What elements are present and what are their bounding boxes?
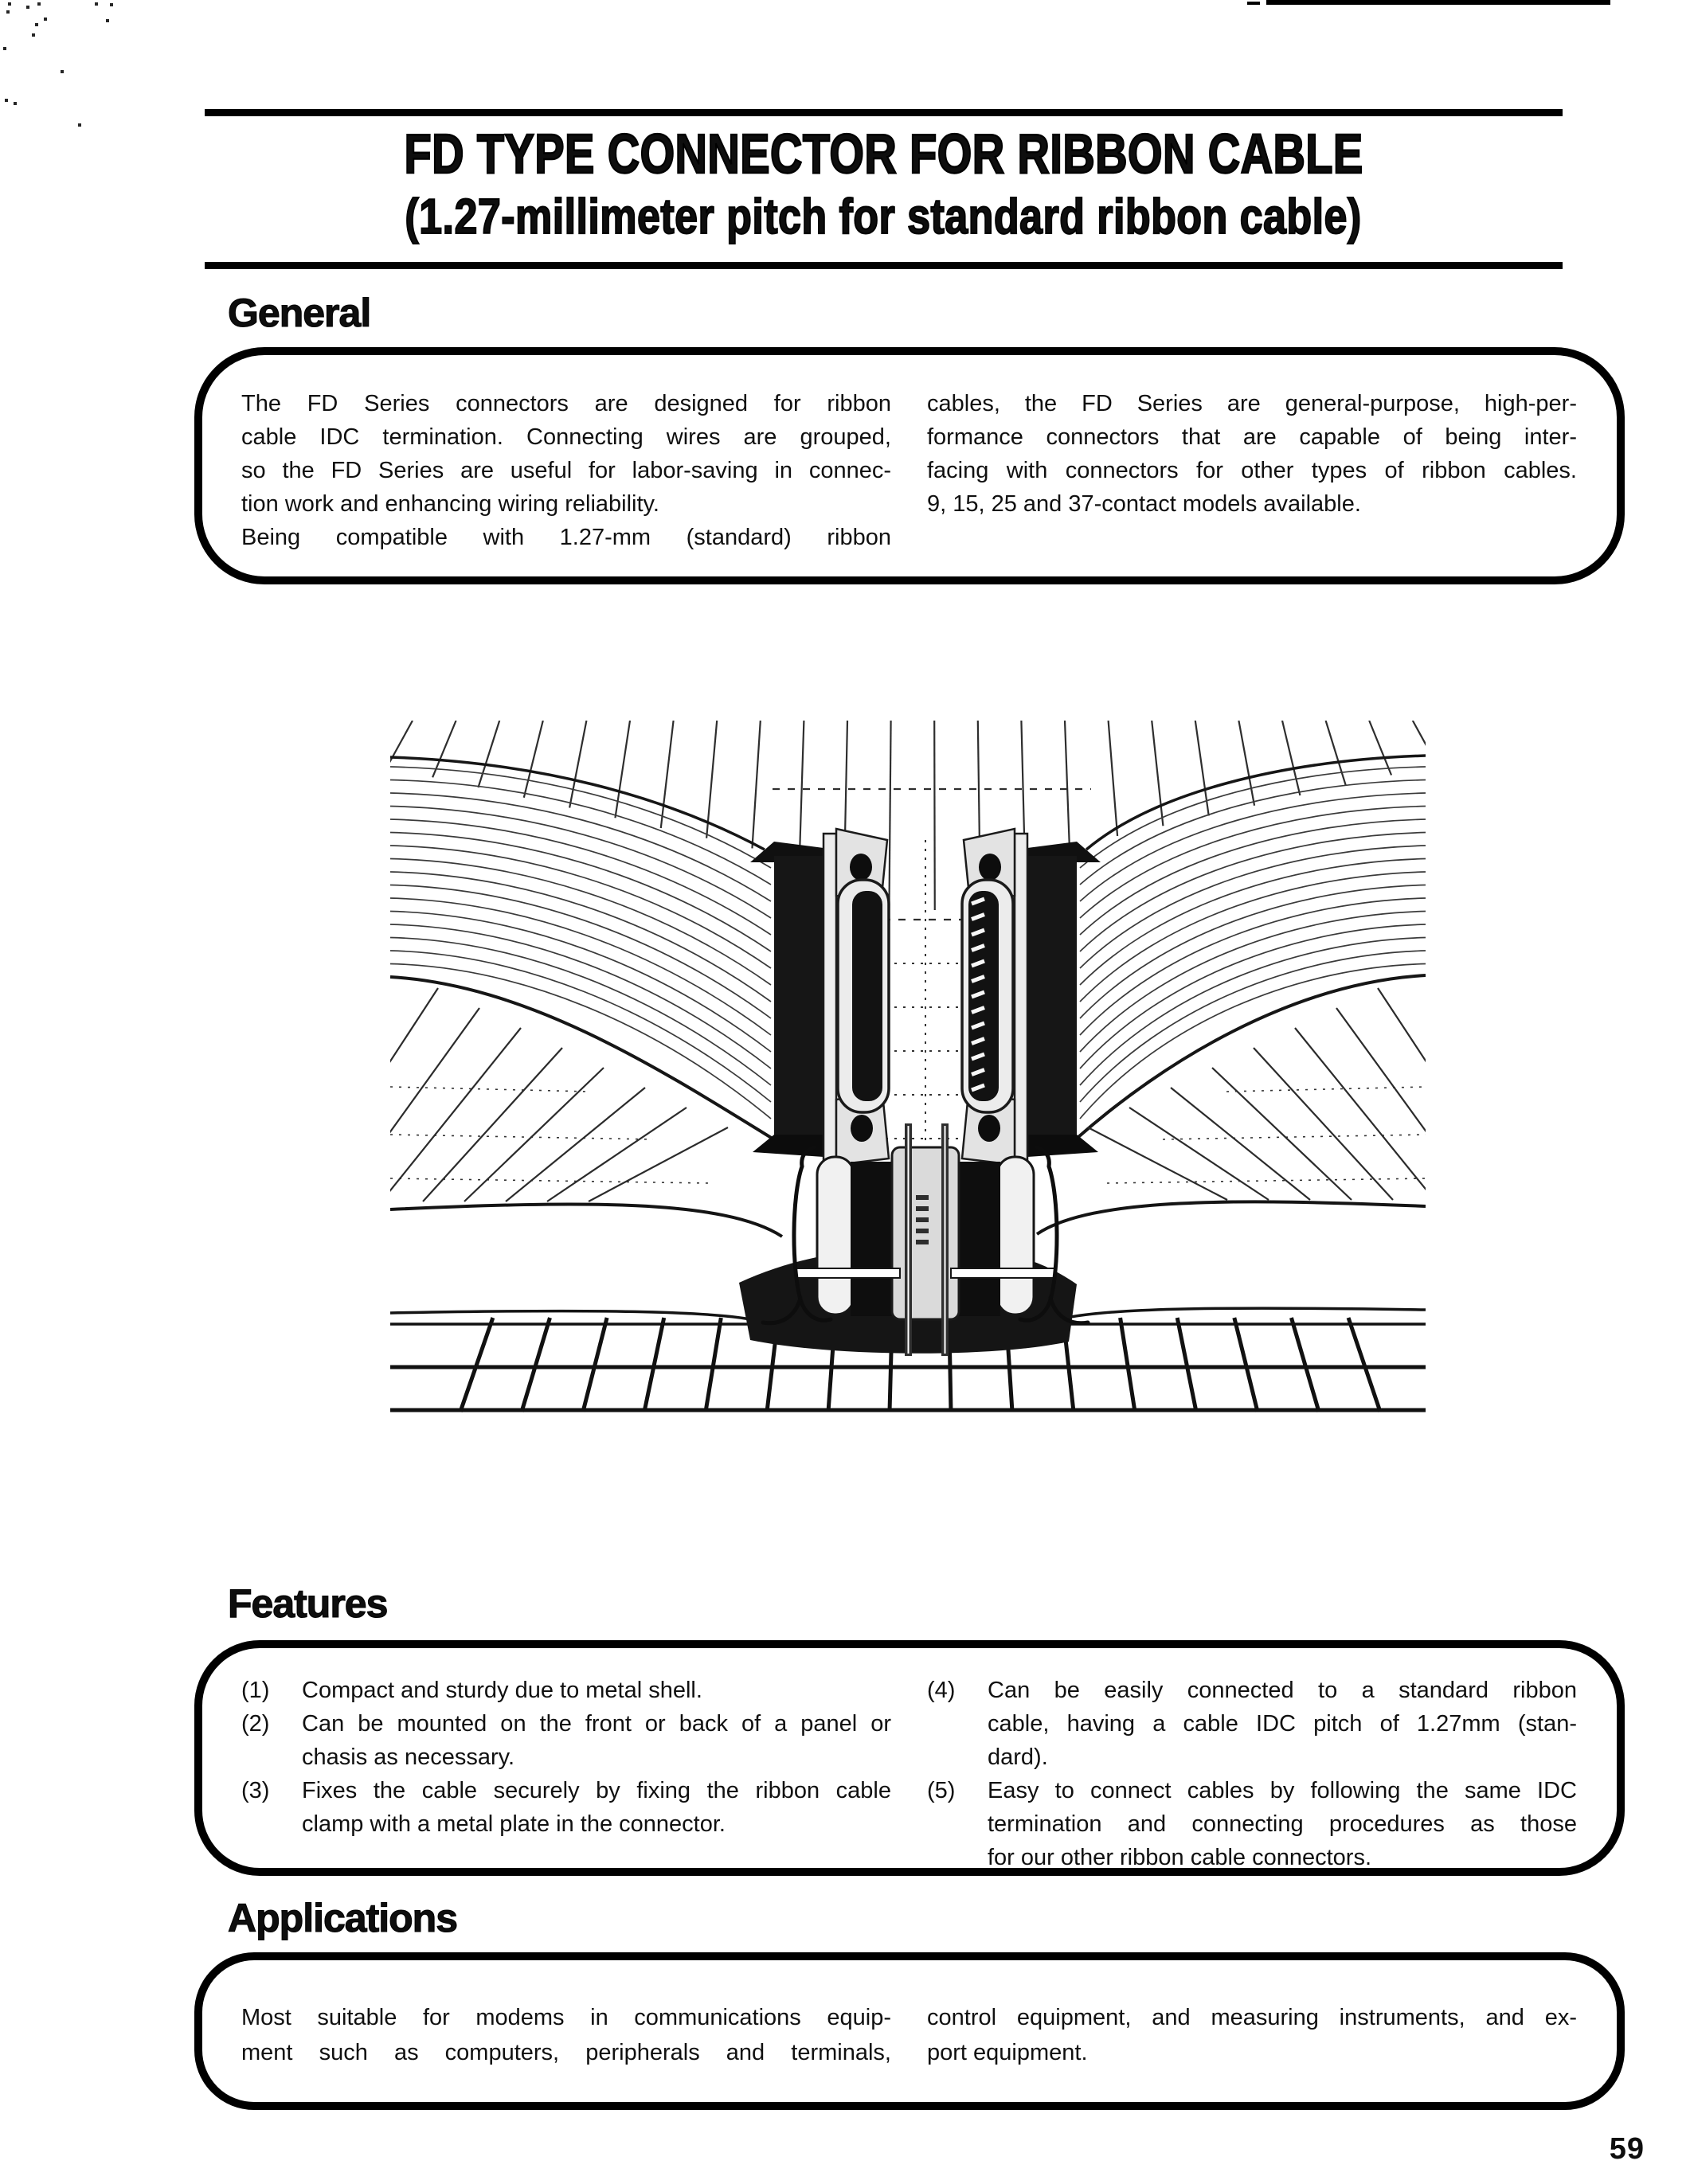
text-line: control equipment, and measuring instruments, and ex- xyxy=(927,2005,1577,2030)
features-heading: Features xyxy=(228,1581,388,1626)
text-line: so the FD Series are useful for labor-saving in connec- xyxy=(241,458,891,483)
text-line: Can be mounted on the front or back of a panel or xyxy=(302,1711,891,1737)
feature-item xyxy=(241,1707,891,1774)
applications-box xyxy=(194,1952,1625,2110)
text-line: cables, the FD Series are general-purpose, high-per- xyxy=(927,391,1577,416)
scan-speckle xyxy=(44,18,47,21)
feature-item-number: (3) xyxy=(241,1778,270,1803)
scan-speckle xyxy=(32,33,35,37)
features-box xyxy=(194,1640,1625,1876)
text-line: 9, 15, 25 and 37-contact models available. xyxy=(927,491,1361,517)
feature-item-text xyxy=(988,1674,1577,1774)
feature-item xyxy=(241,1774,891,1841)
general-heading: General xyxy=(228,291,371,335)
scan-speckle xyxy=(14,102,17,105)
feature-item-text xyxy=(988,1774,1577,1874)
text-line: Can be easily connected to a standard ribbon xyxy=(988,1678,1577,1703)
scan-speckle xyxy=(5,99,8,102)
text-line: for our other ribbon cable connectors. xyxy=(988,1845,1371,1870)
feature-item xyxy=(927,1674,1577,1774)
feature-item-number: (4) xyxy=(927,1678,956,1703)
page-subtitle xyxy=(205,189,1563,244)
scan-speckle xyxy=(8,2,11,6)
general-left-column xyxy=(241,387,891,576)
general-right-column xyxy=(927,387,1577,576)
page-title-line1: FD TYPE CONNECTOR FOR RIBBON CABLE xyxy=(404,123,1363,185)
scan-speckle xyxy=(26,6,29,9)
scan-speckle xyxy=(6,10,10,14)
feature-item xyxy=(927,1774,1577,1874)
ribbon-cable-right xyxy=(1078,756,1426,1137)
scan-speckle xyxy=(110,3,113,6)
dsub-connector-left xyxy=(750,829,889,1165)
text-line: tion work and enhancing wiring reliability. xyxy=(241,491,659,517)
applications-right-column xyxy=(927,2000,1577,2102)
feature-item-number: (1) xyxy=(241,1678,270,1703)
page-number: 59 xyxy=(1609,2132,1645,2166)
text-line: Fixes the cable securely by fixing the ribbon cable xyxy=(302,1778,891,1803)
scan-artifact-top-bar xyxy=(1266,0,1610,5)
text-line: facing with connectors for other types of ribbon cables. xyxy=(927,458,1577,483)
scan-artifact-dash xyxy=(1247,2,1260,5)
text-line: Easy to connect cables by following the same IDC xyxy=(988,1778,1577,1803)
scan-speckle xyxy=(106,19,109,22)
text-line: port equipment. xyxy=(927,2040,1088,2065)
text-line: termination and connecting procedures as those xyxy=(988,1811,1577,1837)
text-line: cable, having a cable IDC pitch of 1.27mm (stan- xyxy=(988,1711,1577,1737)
feature-item-text xyxy=(302,1707,891,1774)
text-line: formance connectors that are capable of being inter- xyxy=(927,424,1577,450)
title-rule-bottom xyxy=(205,262,1563,269)
page-title xyxy=(205,123,1563,185)
dsub-connector-right xyxy=(962,829,1101,1165)
applications-left-column xyxy=(241,2000,891,2102)
text-line: chasis as necessary. xyxy=(302,1744,515,1770)
feature-item-text xyxy=(302,1774,891,1841)
product-photo xyxy=(390,721,1426,1413)
page-title-line2: (1.27-millimeter pitch for standard ribbon cable) xyxy=(405,189,1363,244)
ribbon-cable-left xyxy=(390,757,773,1139)
text-line: Most suitable for modems in communications equip- xyxy=(241,2005,891,2030)
text-line: Being compatible with 1.27-mm (standard) ribbon xyxy=(241,525,891,550)
applications-heading: Applications xyxy=(228,1896,458,1940)
text-line: The FD Series connectors are designed for ribbon xyxy=(241,391,891,416)
text-line: dard). xyxy=(988,1744,1048,1770)
scan-speckle xyxy=(95,2,98,6)
feature-item-number: (5) xyxy=(927,1778,956,1803)
feature-item-number: (2) xyxy=(241,1711,270,1737)
scan-speckle xyxy=(61,70,64,73)
scan-speckle xyxy=(35,23,38,26)
features-left-column xyxy=(241,1674,891,1868)
scan-speckle xyxy=(37,2,41,6)
features-right-column xyxy=(927,1674,1577,1868)
text-line: ment such as computers, peripherals and terminals, xyxy=(241,2040,891,2065)
scan-speckle xyxy=(78,123,81,127)
text-line: cable IDC termination. Connecting wires are grouped, xyxy=(241,424,891,450)
scan-speckle xyxy=(3,47,6,50)
text-line: clamp with a metal plate in the connector. xyxy=(302,1811,726,1837)
general-box xyxy=(194,347,1625,584)
text-line: Compact and sturdy due to metal shell. xyxy=(302,1678,702,1703)
feature-item-text xyxy=(302,1674,891,1707)
feature-item xyxy=(241,1674,891,1707)
title-rule-top xyxy=(205,109,1563,116)
